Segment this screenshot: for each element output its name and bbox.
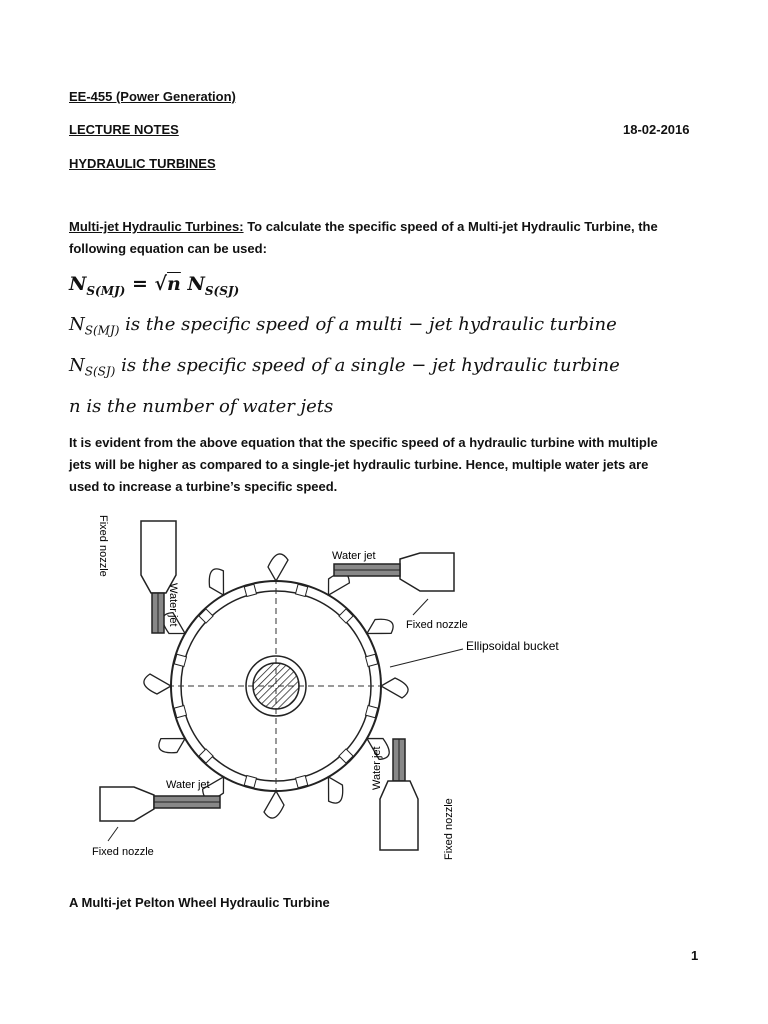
- eq-equals: =: [131, 273, 148, 295]
- definition-single-jet: [69, 355, 620, 379]
- def2-sub: S(SJ): [84, 364, 116, 379]
- explanation-line1: It is evident from the above equation that the specific speed of a hydraulic turbine with multiple: [69, 435, 658, 450]
- label-fixed-nozzle-4: Fixed nozzle: [92, 846, 154, 858]
- definition-n: n is the number of water jets: [69, 396, 334, 417]
- label-water-jet-1: Water jet: [167, 583, 179, 627]
- def2-var: N: [69, 355, 85, 376]
- def2-text: is the specific speed of a single − jet hydraulic turbine: [115, 355, 620, 376]
- explanation-line2: jets will be higher as compared to a single-jet hydraulic turbine. Hence, multiple water jets are: [69, 457, 649, 472]
- intro-text-line1: To calculate the specific speed of a Multi-jet Hydraulic Turbine, the: [247, 219, 658, 234]
- intro-text-line2: following equation can be used:: [69, 241, 267, 256]
- label-water-jet-4: Water jet: [166, 779, 210, 791]
- label-ellipsoidal-bucket: Ellipsoidal bucket: [466, 639, 559, 653]
- shaft-core: [253, 663, 299, 709]
- intro-paragraph: [69, 216, 709, 260]
- figure-caption: A Multi-jet Pelton Wheel Hydraulic Turbine: [69, 895, 330, 910]
- eq-lhs-sub: S(MJ): [86, 283, 126, 298]
- explanation-line3: used to increase a turbine’s specific speed.: [69, 479, 338, 494]
- def1-var: N: [69, 314, 85, 335]
- main-equation: [69, 273, 239, 298]
- nozzle-bottom-left: [100, 787, 220, 821]
- pelton-wheel-diagram: [78, 505, 618, 885]
- label-fixed-nozzle-3: Fixed nozzle: [443, 798, 455, 860]
- def1-text: is the specific speed of a multi − jet hydraulic turbine: [119, 314, 617, 335]
- page-number: 1: [691, 948, 699, 963]
- def1-sub: S(MJ): [84, 323, 120, 338]
- eq-rhs-var: N: [187, 273, 205, 295]
- lecture-notes-label: LECTURE NOTES: [69, 122, 179, 137]
- definition-multi-jet: [69, 314, 617, 338]
- lecture-date: 18-02-2016: [623, 122, 690, 137]
- course-title: EE-455 (Power Generation): [69, 89, 236, 104]
- eq-sqrt: √: [154, 273, 168, 295]
- label-water-jet-2: Water jet: [332, 550, 376, 562]
- eq-n: n: [167, 273, 181, 295]
- label-fixed-nozzle-1: Fixed nozzle: [97, 515, 109, 577]
- eq-rhs-sub: S(SJ): [204, 283, 240, 298]
- eq-lhs-var: N: [69, 273, 87, 295]
- topic-title: HYDRAULIC TURBINES: [69, 156, 216, 171]
- explanation-paragraph: [69, 432, 709, 498]
- wheel: [168, 578, 384, 794]
- label-water-jet-3: Water jet: [371, 746, 383, 790]
- section-heading: Multi-jet Hydraulic Turbines:: [69, 219, 244, 234]
- label-fixed-nozzle-2: Fixed nozzle: [406, 619, 468, 631]
